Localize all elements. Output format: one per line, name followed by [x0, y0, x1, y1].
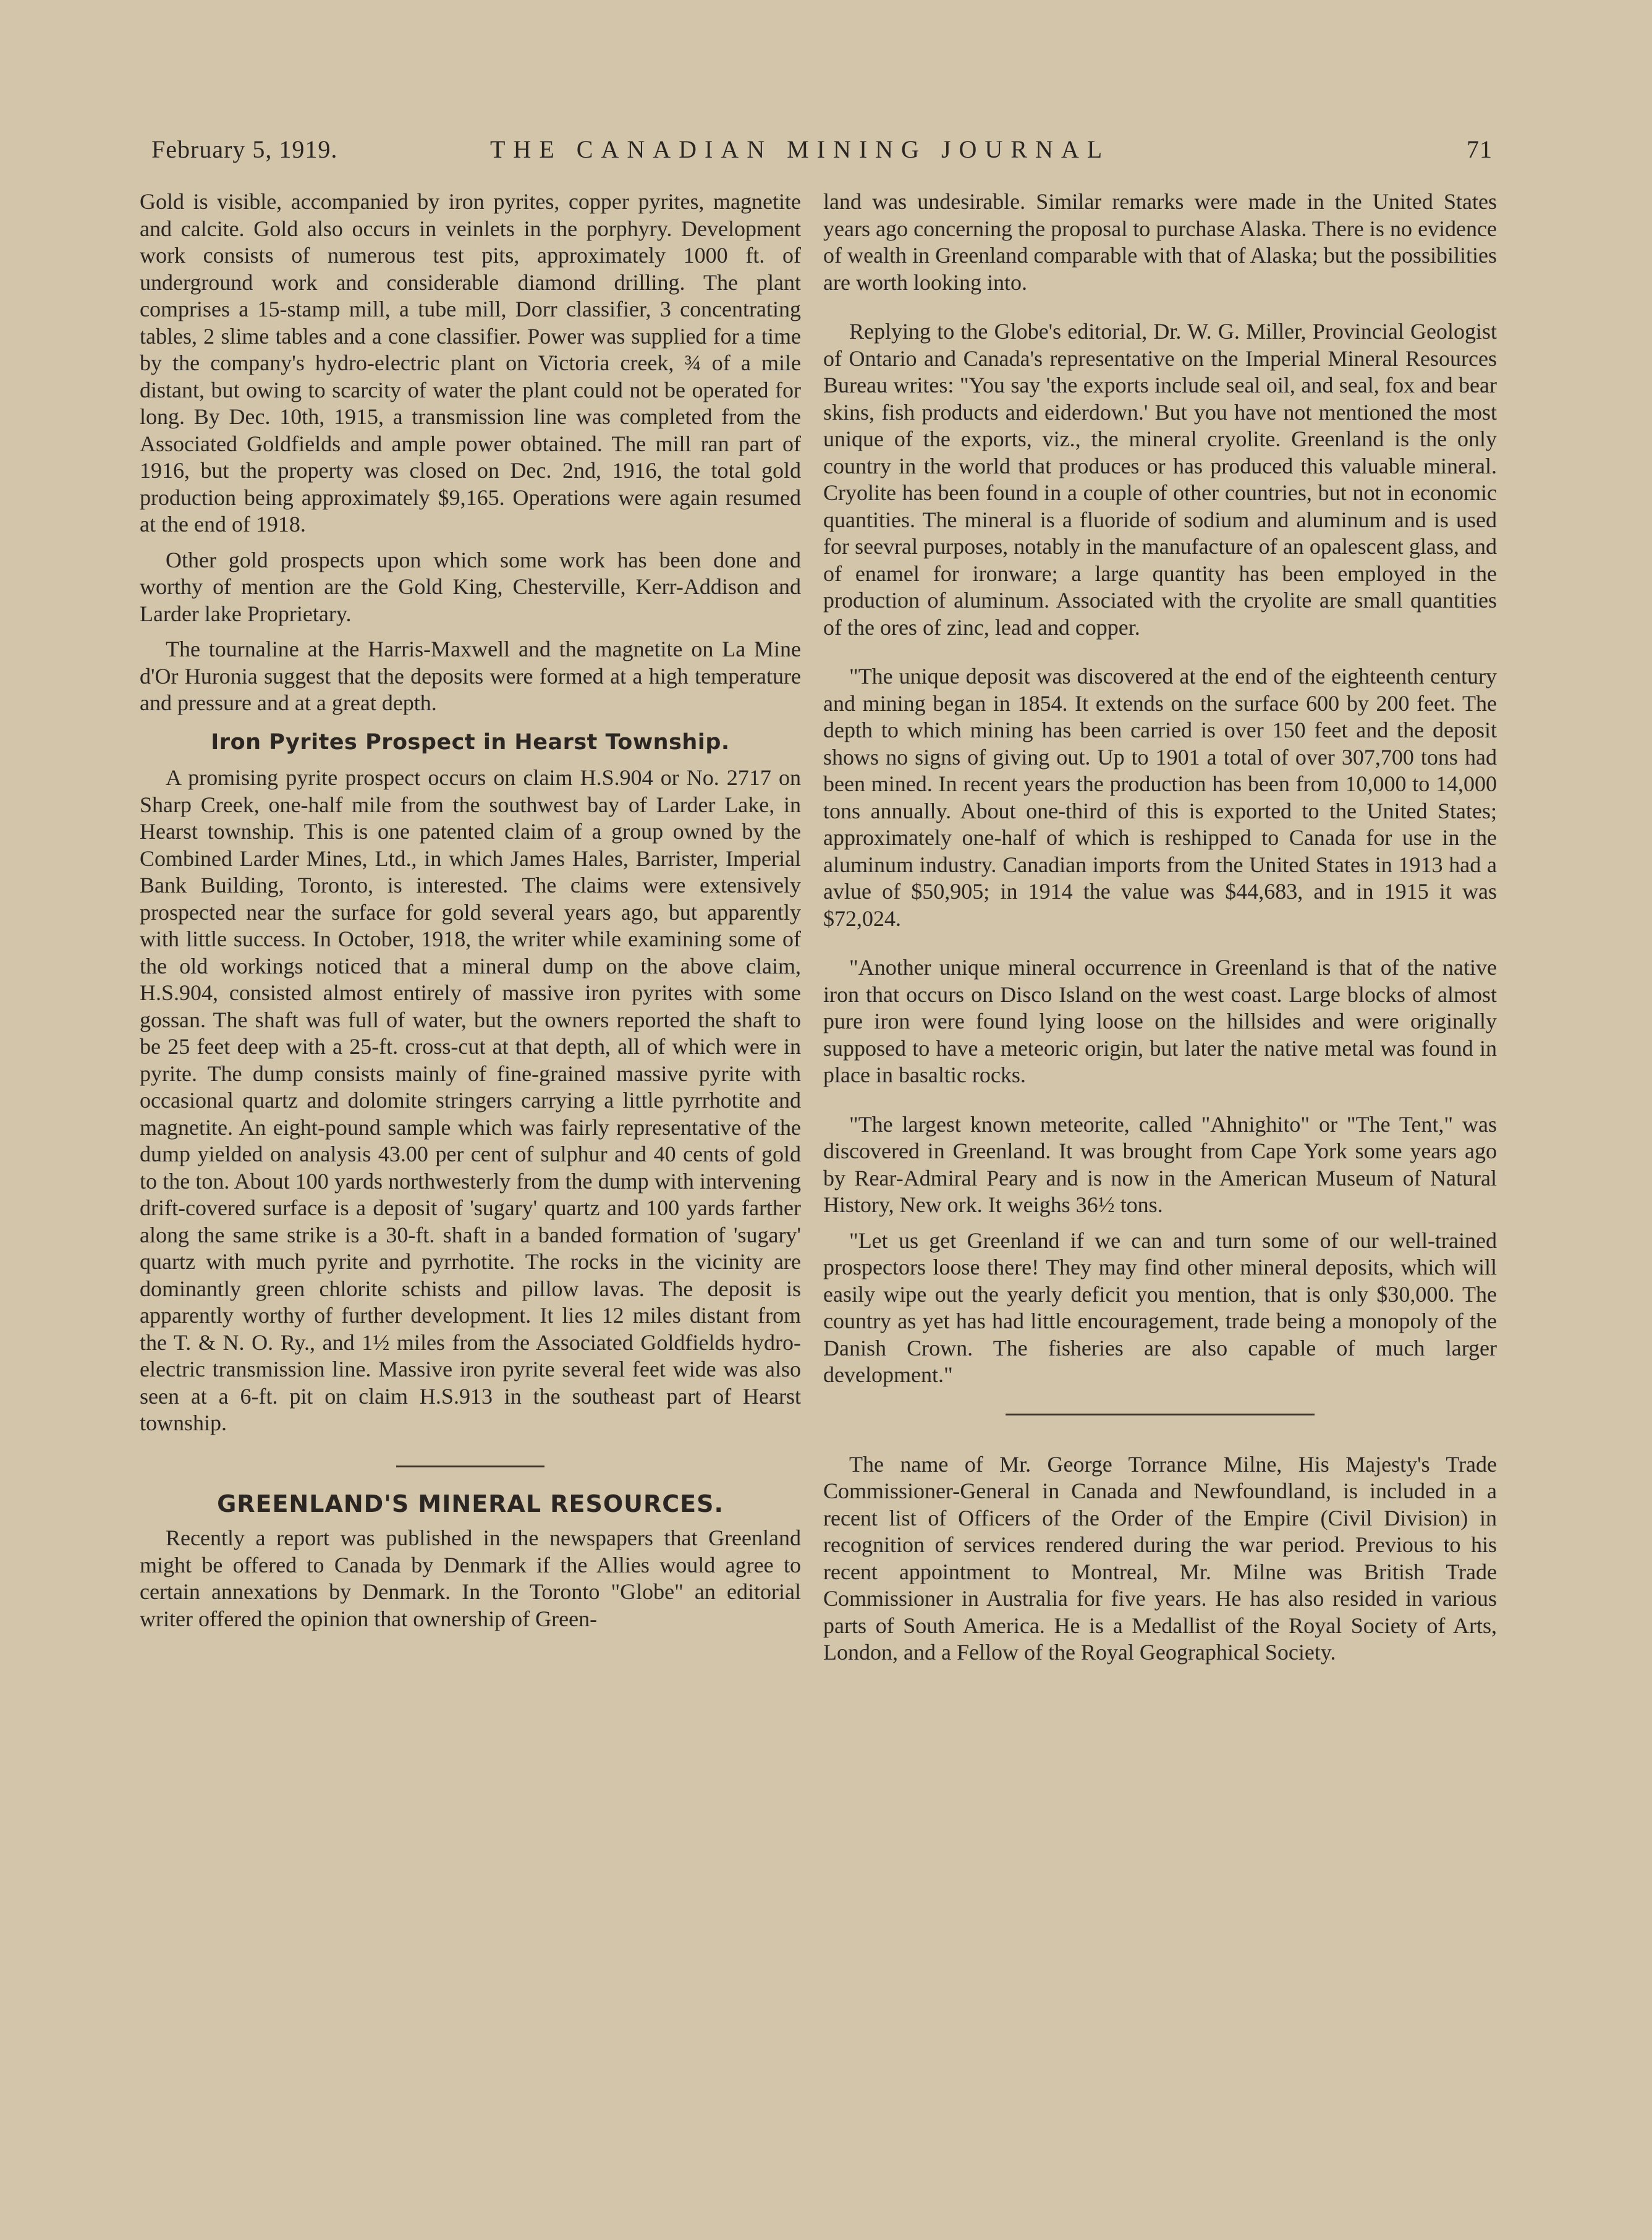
section-heading: GREENLAND'S MINERAL RESOURCES. — [217, 1490, 724, 1517]
page-number: 71 — [1467, 135, 1493, 163]
paragraph: Replying to the Globe's editorial, Dr. W. G. Miller, Provincial Geologist of Ontario and Canada's representative on the Imperial Mineral Resources Bureau writes: "You say 'the exports include seal oil, and seal, fox and bear skins, fish products and eiderdown.' But you have not mentioned the most unique of the exports, viz., the mineral cryolite. Greenland is the only country in the world that produces or has produced this valuable mineral. Cryolite has been found in a couple of other countries, but not in economic quantities. The mineral is a fluoride of sodium and aluminum and is used for seevral purposes, notably in the manufacture of an opalescent glass, and of enamel for ironware; a large quantity has been employed in the production of aluminum. Associated with the cryolite are small quantities of the ores of zinc, lead and copper. — [823, 319, 1497, 640]
issue-date: February 5, 1919. — [151, 135, 338, 163]
paragraph: Other gold prospects upon which some work has been done and worthy of mention are the Gold King, Chesterville, Kerr-Addison and Larder lake Proprietary. — [140, 547, 801, 626]
page-header — [151, 135, 1493, 172]
paragraph: Gold is visible, accompanied by iron pyrites, copper pyrites, magnetite and calcite. Gold also occurs in veinlets in the porphyry. Development work consists of numerous test pits, approximately 1000 ft. of underground work and considerable diamond drilling. The plant comprises a 15-stamp mill, a tube mill, Dorr classifier, 3 concentrating tables, 2 slime tables and a cone classifier. Power was supplied for a time by the company's hydro-electric plant on Victoria creek, ¾ of a mile distant, but owing to scarcity of water the plant could not be operated for long. By Dec. 10th, 1915, a transmission line was completed from the Associated Goldfields and ample power obtained. The mill ran part of 1916, but the property was closed on Dec. 2nd, 1916, the total gold production being approximately $9,165. Operations were again resumed at the end of 1918. — [140, 189, 801, 537]
paragraph: "Another unique mineral occurrence in Greenland is that of the native iron that occurs on Disco Island on the west coast. Large blocks of almost pure iron were found lying loose on the hillsides and were originally supposed to have a meteoric origin, but later the native metal was found in place in basaltic rocks. — [823, 955, 1497, 1087]
paragraph: The tournaline at the Harris-Maxwell and the magnetite on La Mine d'Or Huronia suggest that the deposits were formed at a high temperature and pressure and at a great depth. — [140, 637, 801, 715]
paragraph: "The largest known meteorite, called "Ahnighito" or "The Tent," was discovered in Greenland. It was brought from Cape York some years ago by Rear-Admiral Peary and is now in the American Museum of Natural History, New ork. It weighs 36½ tons. — [823, 1111, 1497, 1217]
left-column — [140, 189, 801, 1632]
paragraph: A promising pyrite prospect occurs on claim H.S.904 or No. 2717 on Sharp Creek, one-half mile from the southwest bay of Larder Lake, in Hearst township. This is one patented claim of a group owned by the Combined Larder Mines, Ltd., in which James Hales, Barrister, Imperial Bank Building, Toronto, is interested. The claims were extensively prospected near the surface for gold several years ago, but apparently with little success. In October, 1918, the writer while examining some of the old workings noticed that a mineral dump on the above claim, H.S.904, consisted almost entirely of massive iron pyrites with some gossan. The shaft was full of water, but the owners reported the shaft to be 25 feet deep with a 25-ft. cross-cut at that depth, all of which were in pyrite. The dump consists mainly of fine-grained massive pyrite with occasional quartz and dolomite stringers carrying a little pyrrhotite and magnetite. An eight-pound sample which was fairly representative of the dump yielded on analysis 43.00 per cent of sulphur and 40 cents of gold to the ton. About 100 yards northwesterly from the dump with intervening drift-covered surface is a deposit of 'sugary' quartz and 100 yards farther along the same strike is a 30-ft. shaft in a banded formation of 'sugary' quartz with much pyrite and pyrrhotite. The rocks in the vicinity are dominantly green chlorite schists and pillow lavas. The deposit is apparently worthy of further development. It lies 12 miles distant from the T. & N. O. Ry., and 1½ miles from the Associated Goldfields hydro-electric transmission line. Massive iron pyrite several feet wide was also seen at a 6-ft. pit on claim H.S.913 in the southeast part of Hearst township. — [140, 765, 801, 1435]
right-column — [823, 189, 1497, 1666]
subsection-heading: Iron Pyrites Prospect in Hearst Township. — [211, 729, 730, 755]
paragraph: "The unique deposit was discovered at the end of the eighteenth century and mining began in 1854. It extends on the surface 600 by 200 feet. The depth to which mining has been carried is over 150 feet and the deposit shows no signs of giving out. Up to 1901 a total of over 307,700 tons had been mined. In recent years the production has been from 10,000 to 14,000 tons annually. About one-third of this is exported to the United States; approximately one-half of which is reshipped to Canada for use in the aluminum industry. Canadian imports from the United States in 1913 had a avlue of $50,905; in 1914 the value was $44,683, and in 1915 it was $72,024. — [823, 664, 1497, 931]
journal-title: THE CANADIAN MINING JOURNAL — [490, 135, 1111, 163]
paragraph: land was undesirable. Similar remarks were made in the United States years ago concerning the proposal to purchase Alaska. There is no evidence of wealth in Greenland comparable with that of Alaska; but the possibilities are worth looking into. — [823, 189, 1497, 295]
paragraph: "Let us get Greenland if we can and turn some of our well-trained prospectors loose there! They may find other mineral deposits, which will easily wipe out the yearly deficit you mention, that is only $30,000. The country as yet has had little encouragement, trade being a monopoly of the Danish Crown. The fisheries are also capable of much larger development." — [823, 1228, 1497, 1387]
paragraph: The name of Mr. George Torrance Milne, His Majesty's Trade Commissioner-General in Canada and Newfoundland, is included in a recent list of Officers of the Order of the Empire (Civil Division) in recognition of services rendered during the war period. Previous to his recent appointment to Montreal, Mr. Milne was British Trade Commissioner in Australia for five years. He has also resided in various parts of South America. He is a Medallist of the Royal Society of Arts, London, and a Fellow of the Royal Geographical Society. — [823, 1451, 1497, 1665]
section-divider — [396, 1466, 544, 1467]
section-divider — [1006, 1414, 1315, 1415]
paragraph: Recently a report was published in the newspapers that Greenland might be offered to Canada by Denmark if the Allies would agree to certain annexations by Denmark. In the Toronto "Globe" an editorial writer offered the opinion that ownership of Green- — [140, 1525, 801, 1631]
